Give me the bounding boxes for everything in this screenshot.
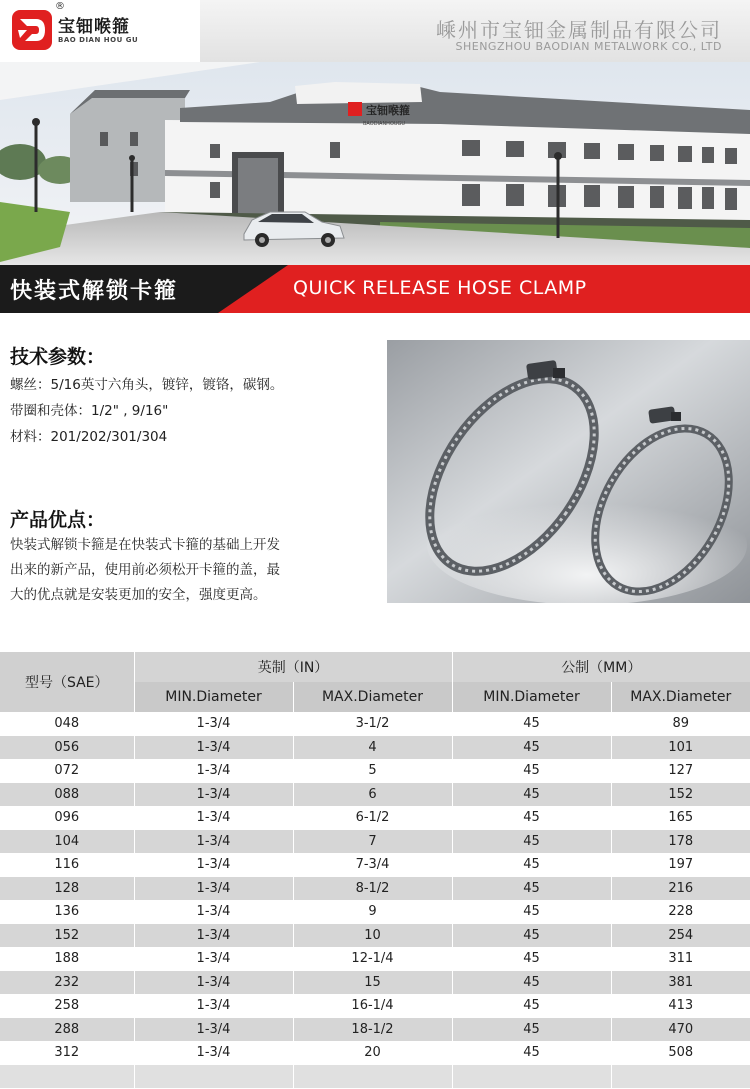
imperial-max-cell: 6: [293, 783, 452, 807]
model-cell: 096: [0, 806, 134, 830]
page-header: [0, 0, 750, 62]
metric-max-cell: 178: [611, 830, 750, 854]
imperial-min-cell: 1-3/4: [134, 830, 293, 854]
imperial-max-cell: 20: [293, 1041, 452, 1065]
model-cell: 104: [0, 830, 134, 854]
model-cell: 072: [0, 759, 134, 783]
imperial-max-cell: 16-1/4: [293, 994, 452, 1018]
metric-max-cell: 228: [611, 900, 750, 924]
metric-min-header: MIN.Diameter: [452, 682, 611, 712]
empty-cell: [611, 1065, 750, 1089]
model-cell: 048: [0, 712, 134, 736]
title-band: [0, 265, 750, 313]
imperial-max-cell: 7-3/4: [293, 853, 452, 877]
metric-min-cell: 45: [452, 877, 611, 901]
metric-max-cell: 127: [611, 759, 750, 783]
advantage-line: 大的优点就是安装更加的安全，强度更高。: [10, 587, 267, 603]
imperial-max-cell: 5: [293, 759, 452, 783]
imperial-min-cell: 1-3/4: [134, 924, 293, 948]
imperial-min-cell: 1-3/4: [134, 947, 293, 971]
metric-max-cell: 381: [611, 971, 750, 995]
metric-min-cell: 45: [452, 830, 611, 854]
imperial-max-cell: 8-1/2: [293, 877, 452, 901]
table-row: [0, 924, 750, 948]
metric-max-cell: 413: [611, 994, 750, 1018]
spec-line: 材料：201/202/301/304: [10, 429, 168, 445]
metric-max-cell: 101: [611, 736, 750, 760]
imperial-max-cell: 18-1/2: [293, 1018, 452, 1042]
imperial-max-cell: 12-1/4: [293, 947, 452, 971]
spec-line: 带圈和壳体：1/2" , 9/16": [10, 403, 169, 419]
metric-header: 公制（MM）: [452, 652, 750, 682]
table-row: [0, 877, 750, 901]
table-footer-row: [0, 1065, 750, 1089]
metric-min-cell: 45: [452, 853, 611, 877]
imperial-max-cell: 9: [293, 900, 452, 924]
imperial-min-cell: 1-3/4: [134, 853, 293, 877]
table-row: [0, 736, 750, 760]
metric-max-cell: 89: [611, 712, 750, 736]
product-title-cn: 快装式解锁卡箍: [10, 279, 179, 304]
advantage-line: 出来的新产品，使用前必须松开卡箍的盖，最: [10, 562, 280, 578]
metric-min-cell: 45: [452, 994, 611, 1018]
imperial-max-cell: 7: [293, 830, 452, 854]
imperial-max-cell: 3-1/2: [293, 712, 452, 736]
metric-min-cell: 45: [452, 806, 611, 830]
metric-min-cell: 45: [452, 1041, 611, 1065]
spec-line: 螺丝：5/16英寸六角头，镀锌，镀铬，碳钢。: [10, 377, 284, 393]
metric-max-cell: 254: [611, 924, 750, 948]
metric-min-cell: 45: [452, 736, 611, 760]
model-header: 型号（SAE）: [0, 652, 134, 712]
imperial-header: 英制（IN）: [134, 652, 452, 682]
imperial-min-cell: 1-3/4: [134, 1018, 293, 1042]
table-row: [0, 900, 750, 924]
metric-min-cell: 45: [452, 947, 611, 971]
metric-min-cell: 45: [452, 712, 611, 736]
table-row: [0, 971, 750, 995]
advantage-line: 快装式解锁卡箍是在快装式卡箍的基础上开发: [10, 537, 280, 553]
advantages-heading: 产品优点：: [10, 509, 106, 531]
building-sign-pinyin: BAODIANHOUGU: [363, 121, 406, 127]
registered-mark: ®: [55, 1, 65, 12]
metric-max-cell: 470: [611, 1018, 750, 1042]
table-row: [0, 947, 750, 971]
table-row: [0, 1018, 750, 1042]
model-cell: 088: [0, 783, 134, 807]
metric-max-cell: 165: [611, 806, 750, 830]
table-row: [0, 783, 750, 807]
table-row: [0, 1041, 750, 1065]
brand-logo-icon: [12, 10, 52, 50]
model-cell: 258: [0, 994, 134, 1018]
company-name-cn: 嵊州市宝钿金属制品有限公司: [436, 18, 722, 42]
table-header-row: [0, 652, 750, 682]
metric-min-cell: 45: [452, 924, 611, 948]
imperial-max-cell: 6-1/2: [293, 806, 452, 830]
imperial-min-cell: 1-3/4: [134, 759, 293, 783]
metric-max-cell: 508: [611, 1041, 750, 1065]
empty-cell: [452, 1065, 611, 1089]
brand-name-pinyin: BAO DIAN HOU GU: [58, 36, 139, 44]
metric-max-cell: 311: [611, 947, 750, 971]
metric-min-cell: 45: [452, 783, 611, 807]
company-name-en: SHENGZHOU BAODIAN METALWORK CO., LTD: [455, 40, 722, 53]
brand-name-cn: 宝钿喉箍: [58, 17, 130, 37]
table-row: [0, 806, 750, 830]
imperial-min-header: MIN.Diameter: [134, 682, 293, 712]
model-cell: 152: [0, 924, 134, 948]
metric-max-cell: 197: [611, 853, 750, 877]
spec-table: [0, 652, 750, 1088]
metric-min-cell: 45: [452, 971, 611, 995]
table-row: [0, 712, 750, 736]
imperial-min-cell: 1-3/4: [134, 900, 293, 924]
empty-cell: [293, 1065, 452, 1089]
metric-min-cell: 45: [452, 1018, 611, 1042]
model-cell: 188: [0, 947, 134, 971]
imperial-min-cell: 1-3/4: [134, 877, 293, 901]
imperial-min-cell: 1-3/4: [134, 971, 293, 995]
imperial-max-cell: 4: [293, 736, 452, 760]
imperial-max-header: MAX.Diameter: [293, 682, 452, 712]
model-cell: 116: [0, 853, 134, 877]
model-cell: 056: [0, 736, 134, 760]
metric-min-cell: 45: [452, 900, 611, 924]
imperial-min-cell: 1-3/4: [134, 736, 293, 760]
imperial-min-cell: 1-3/4: [134, 712, 293, 736]
empty-cell: [134, 1065, 293, 1089]
product-photo: [387, 340, 750, 603]
imperial-min-cell: 1-3/4: [134, 783, 293, 807]
model-cell: 288: [0, 1018, 134, 1042]
product-title-en: QUICK RELEASE HOSE CLAMP: [293, 277, 587, 299]
imperial-min-cell: 1-3/4: [134, 806, 293, 830]
imperial-min-cell: 1-3/4: [134, 1041, 293, 1065]
imperial-max-cell: 10: [293, 924, 452, 948]
table-row: [0, 994, 750, 1018]
imperial-max-cell: 15: [293, 971, 452, 995]
specs-heading: 技术参数：: [10, 346, 106, 368]
model-cell: 128: [0, 877, 134, 901]
model-cell: 312: [0, 1041, 134, 1065]
table-row: [0, 830, 750, 854]
model-cell: 136: [0, 900, 134, 924]
imperial-min-cell: 1-3/4: [134, 994, 293, 1018]
building-sign-cn: 宝钿喉箍: [366, 104, 410, 117]
table-row: [0, 853, 750, 877]
metric-max-cell: 216: [611, 877, 750, 901]
empty-cell: [0, 1065, 134, 1089]
table-body: [0, 712, 750, 1088]
table-row: [0, 759, 750, 783]
factory-photo: [0, 62, 750, 265]
model-cell: 232: [0, 971, 134, 995]
metric-max-header: MAX.Diameter: [611, 682, 750, 712]
metric-min-cell: 45: [452, 759, 611, 783]
metric-max-cell: 152: [611, 783, 750, 807]
